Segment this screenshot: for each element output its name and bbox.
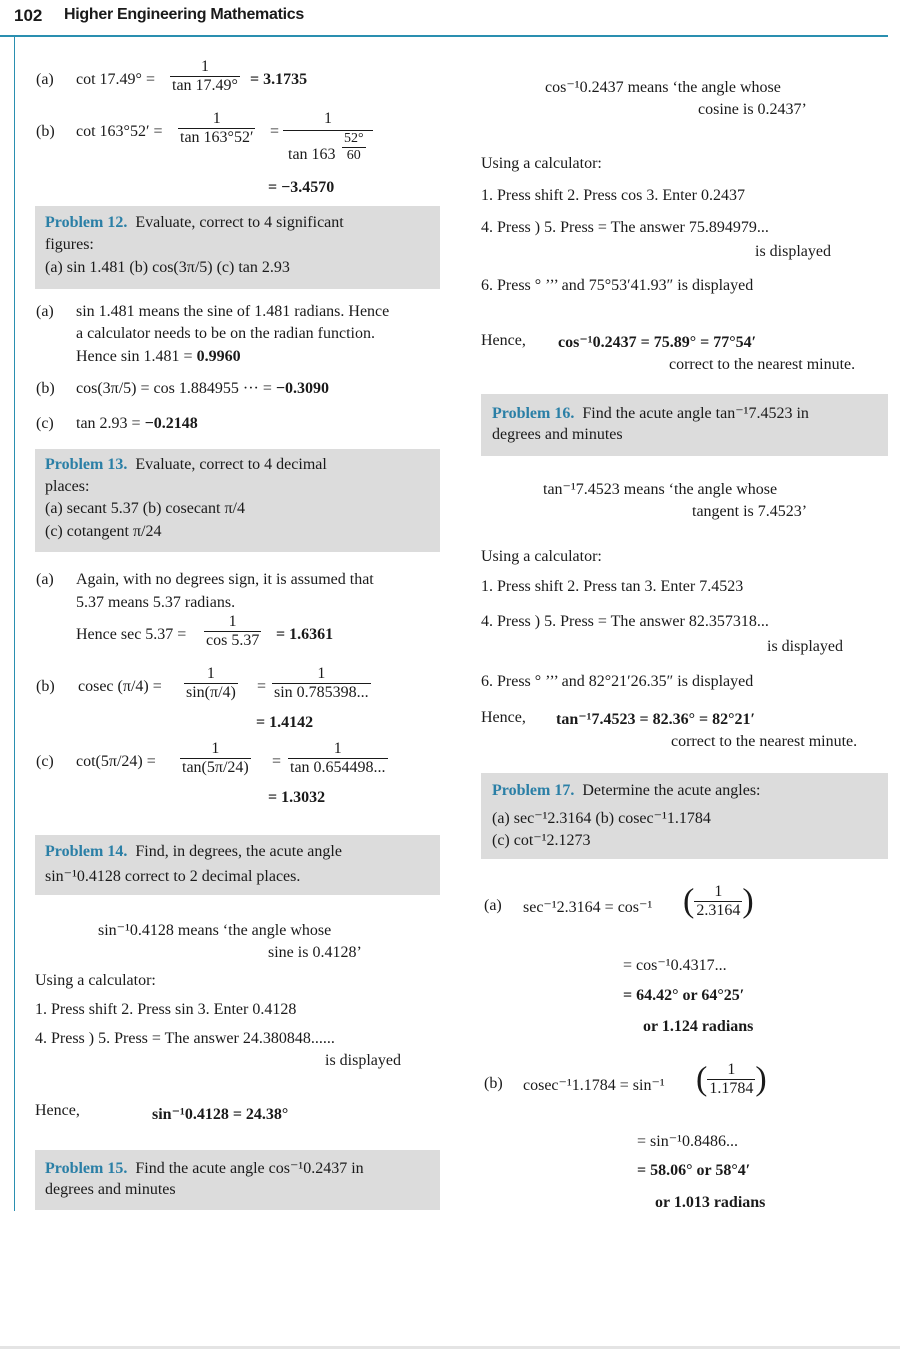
p16-steps-2: 4. Press ) 5. Press = The answer 82.357318... — [481, 613, 769, 630]
p11a-lhs: cot 17.49° = — [76, 71, 155, 88]
p11b-fraction1 — [178, 110, 255, 147]
p11b-num1: 1 — [212, 110, 221, 127]
p11b-result: = −3.4570 — [268, 179, 335, 196]
p11b-num2: 1 — [324, 110, 332, 127]
p12c-text: tan 2.93 = — [76, 415, 141, 432]
p13c-fraction2 — [288, 740, 388, 777]
p15-note: correct to the nearest minute. — [669, 356, 856, 373]
p15-meaning-1: cos⁻¹0.2437 means ‘the angle whose — [545, 79, 781, 96]
p15-meaning-2: cosine is 0.2437’ — [698, 101, 807, 118]
problem-16-heading — [492, 403, 809, 423]
p12a-line3-text: Hence sin 1.481 = — [76, 348, 193, 365]
problem-17-text1: Determine the acute angles: — [582, 782, 761, 799]
p11b-label: (b) — [36, 123, 55, 140]
p12b-result: −0.3090 — [275, 380, 329, 397]
p13c-result: = 1.3032 — [268, 789, 326, 806]
p14-meaning-2: sine is 0.4128’ — [268, 944, 362, 961]
p15-steps-2: 4. Press ) 5. Press = The answer 75.894979... — [481, 219, 769, 236]
p11b-den2-pre: tan 163 — [288, 146, 336, 163]
p17a-num: 1 — [714, 883, 723, 900]
p13a-line2: 5.37 means 5.37 radians. — [76, 594, 236, 611]
p17b-step1: = sin⁻¹0.8486... — [637, 1133, 738, 1150]
p12a-line1: sin 1.481 means the sine of 1.481 radians. Hence — [76, 303, 390, 320]
problem-17-title: Problem 17. — [492, 782, 575, 799]
p12c-result: −0.2148 — [144, 415, 198, 432]
p13a-result: = 1.6361 — [276, 626, 334, 643]
problem-15-heading — [45, 1158, 364, 1178]
p15-steps-1: 1. Press shift 2. Press cos 3. Enter 0.2437 — [481, 187, 745, 204]
p13a-line1: Again, with no degrees sign, it is assumed that — [76, 571, 374, 588]
p13b-fraction1 — [184, 665, 238, 702]
problem-16-text1: Find the acute angle tan⁻¹7.4523 in — [582, 405, 809, 422]
p15-steps-3: is displayed — [755, 243, 831, 260]
p15-calc-heading: Using a calculator: — [481, 155, 602, 172]
problem-17-text2: (a) sec⁻¹2.3164 (b) cosec⁻¹1.1784 — [492, 810, 711, 827]
p17a-step1: = cos⁻¹0.4317... — [623, 957, 727, 974]
p17b-open-paren: ( — [696, 1060, 708, 1098]
p13c-label: (c) — [36, 753, 54, 770]
p13a-label: (a) — [36, 571, 54, 588]
problem-13-text2: places: — [45, 478, 90, 495]
p16-hence: Hence, — [481, 709, 526, 726]
p17a-lhs: sec⁻¹2.3164 = cos⁻¹ — [523, 899, 653, 916]
p13b-fraction2 — [272, 665, 371, 702]
p11b-den2-fraction — [342, 131, 366, 164]
p17b-num: 1 — [727, 1061, 736, 1078]
p17a-paren-frac — [683, 883, 754, 920]
p17a-step3: or 1.124 radians — [643, 1018, 754, 1035]
p13a-num: 1 — [228, 613, 237, 630]
p13b-label: (b) — [36, 678, 55, 695]
p11a-fraction — [170, 58, 240, 95]
p17b-label: (b) — [484, 1075, 503, 1092]
problem-13-text4: (c) cotangent π/24 — [45, 523, 162, 540]
p13b-den1: sin(π/4) — [186, 684, 236, 701]
p12c-label: (c) — [36, 415, 54, 432]
p13b-num2: 1 — [317, 665, 326, 682]
problem-15-text1: Find the acute angle cos⁻¹0.2437 in — [135, 1160, 364, 1177]
problem-15-title: Problem 15. — [45, 1160, 128, 1177]
p13c-fraction1 — [180, 740, 251, 777]
p17a-label: (a) — [484, 897, 502, 914]
p13b-den2: sin 0.785398... — [274, 684, 369, 701]
p13b-lhs: cosec (π/4) = — [78, 678, 162, 695]
p14-steps-1: 1. Press shift 2. Press sin 3. Enter 0.4128 — [35, 1001, 297, 1018]
problem-13-text3: (a) secant 5.37 (b) cosecant π/4 — [45, 500, 245, 517]
problem-14-text1: Find, in degrees, the acute angle — [135, 843, 342, 860]
problem-12-text3: (a) sin 1.481 (b) cos(3π/5) (c) tan 2.93 — [45, 259, 290, 276]
p11b-den2-num: 52° — [344, 131, 364, 146]
p16-steps-1: 1. Press shift 2. Press tan 3. Enter 7.4523 — [481, 578, 744, 595]
header-rule — [0, 35, 888, 37]
p17b-paren-frac — [696, 1061, 767, 1098]
p11a-label: (a) — [36, 71, 54, 88]
p17a-close-paren: ) — [742, 882, 754, 920]
p13b-result: = 1.4142 — [256, 714, 314, 731]
problem-13-title: Problem 13. — [45, 456, 128, 473]
problem-12-heading — [45, 214, 344, 232]
problem-14-title: Problem 14. — [45, 843, 128, 860]
p11b-den2-den: 60 — [342, 147, 366, 164]
problem-15-text2: degrees and minutes — [45, 1181, 176, 1198]
p12a-line2: a calculator needs to be on the radian function. — [76, 325, 375, 342]
p16-meaning-2: tangent is 7.4523’ — [692, 503, 808, 520]
problem-12-text1: Evaluate, correct to 4 significant — [135, 214, 344, 231]
p17b-den: 1.1784 — [709, 1080, 754, 1097]
p12a-label: (a) — [36, 303, 54, 320]
p17a-open-paren: ( — [683, 882, 695, 920]
p13b-eq: = — [257, 678, 267, 695]
p11b-eq: = — [270, 123, 280, 140]
p13c-den1: tan(5π/24) — [182, 759, 249, 776]
p16-meaning-1: tan⁻¹7.4523 means ‘the angle whose — [543, 481, 778, 498]
book-title: Higher Engineering Mathematics — [64, 6, 304, 23]
p11b-lhs: cot 163°52′ = — [76, 123, 163, 140]
p16-result: tan⁻¹7.4523 = 82.36° = 82°21′ — [556, 711, 755, 728]
p14-meaning-1: sin⁻¹0.4128 means ‘the angle whose — [98, 922, 332, 939]
margin-rule — [14, 35, 15, 1211]
problem-13-text1: Evaluate, correct to 4 decimal — [135, 456, 327, 473]
problem-16-text2: degrees and minutes — [492, 426, 623, 443]
p12a-result: 0.9960 — [196, 348, 241, 365]
p11a-result: = 3.1735 — [250, 71, 308, 88]
problem-16-title: Problem 16. — [492, 405, 575, 422]
page-bottom-edge — [0, 1346, 900, 1349]
p11a-num: 1 — [200, 58, 209, 75]
p14-hence: Hence, — [35, 1102, 80, 1119]
problem-13-heading — [45, 456, 327, 474]
problem-17-heading — [492, 782, 761, 800]
p11a-den: tan 17.49° — [172, 77, 238, 94]
p14-calc-heading: Using a calculator: — [35, 972, 156, 989]
p17b-close-paren: ) — [755, 1060, 767, 1098]
p12c-line — [76, 415, 198, 433]
p12b-text: cos(3π/5) = cos 1.884955 ··· = — [76, 380, 272, 397]
p17b-step2: = 58.06° or 58°4′ — [637, 1162, 751, 1179]
p14-steps-3: is displayed — [325, 1052, 401, 1069]
p13b-num1: 1 — [206, 665, 215, 682]
p16-note: correct to the nearest minute. — [671, 733, 858, 750]
problem-14-heading — [45, 843, 342, 861]
p13a-line3: Hence sec 5.37 = — [76, 626, 187, 643]
p13a-den: cos 5.37 — [206, 632, 260, 649]
p15-result: cos⁻¹0.2437 = 75.89° = 77°54′ — [558, 334, 757, 351]
p17b-lhs: cosec⁻¹1.1784 = sin⁻¹ — [523, 1077, 665, 1094]
p11b-den1: tan 163°52′ — [180, 129, 254, 146]
p13c-den2: tan 0.654498... — [290, 759, 386, 776]
p13c-lhs: cot(5π/24) = — [76, 753, 156, 770]
problem-14-text2: sin⁻¹0.4128 correct to 2 decimal places. — [45, 868, 301, 885]
p15-steps-4: 6. Press ° ’’’ and 75°53′41.93″ is displayed — [481, 277, 754, 294]
p14-result: sin⁻¹0.4128 = 24.38° — [152, 1106, 289, 1123]
problem-17-text3: (c) cot⁻¹2.1273 — [492, 832, 591, 849]
p12a-line3 — [76, 348, 241, 366]
problem-12-title: Problem 12. — [45, 214, 128, 231]
p16-calc-heading: Using a calculator: — [481, 548, 602, 565]
p17a-den: 2.3164 — [696, 902, 741, 919]
p12b-label: (b) — [36, 380, 55, 397]
p12b-line — [76, 380, 329, 398]
p13a-fraction — [204, 613, 261, 650]
page-number: 102 — [14, 6, 43, 25]
p13c-num1: 1 — [211, 740, 220, 757]
problem-12-text2: figures: — [45, 236, 94, 253]
p13c-eq: = — [272, 753, 282, 770]
p16-steps-3: is displayed — [767, 638, 843, 655]
p17b-step3: or 1.013 radians — [655, 1194, 766, 1211]
p17a-step2: = 64.42° or 64°25′ — [623, 987, 745, 1004]
p16-steps-4: 6. Press ° ’’’ and 82°21′26.35″ is displayed — [481, 673, 754, 690]
p15-hence: Hence, — [481, 332, 526, 349]
p13c-num2: 1 — [333, 740, 342, 757]
p14-steps-2: 4. Press ) 5. Press = The answer 24.380848...... — [35, 1030, 335, 1047]
